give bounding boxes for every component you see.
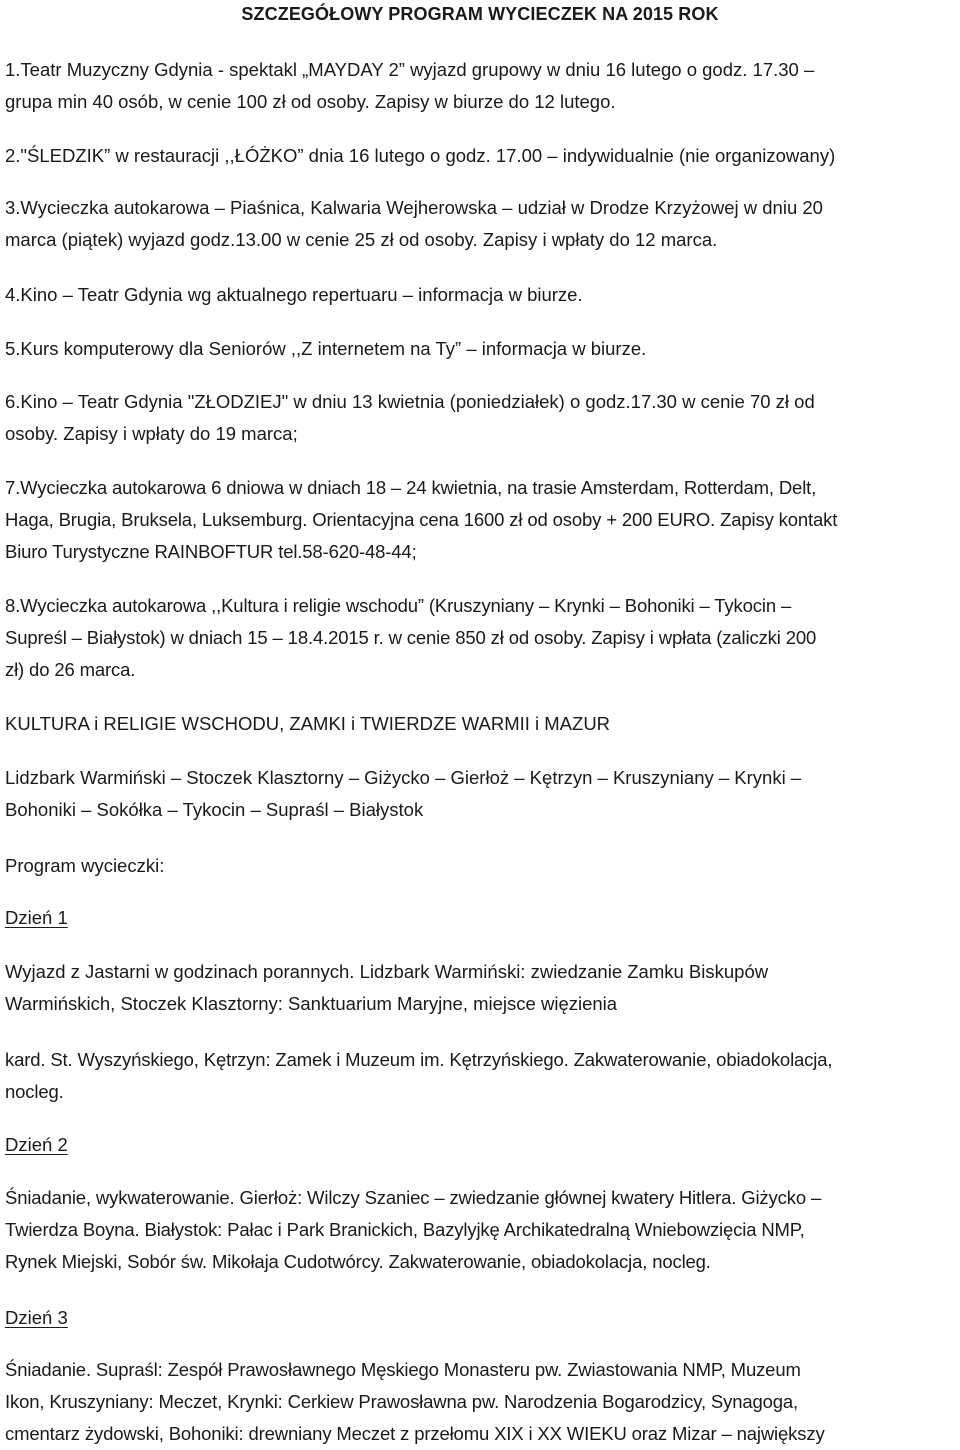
day-2-p1-line-1: Śniadanie, wykwaterowanie. Gierłoż: Wilczy Szaniec – zwiedzanie głównej kwatery Hitlera. Giżycko – bbox=[5, 1187, 822, 1208]
day-2-paragraph-1 bbox=[5, 1182, 953, 1278]
item-4-line-1: 4.Kino – Teatr Gdynia wg aktualnego repertuaru – informacja w biurze. bbox=[5, 284, 583, 305]
list-item-2 bbox=[5, 140, 953, 172]
day-2-p1-line-3: Rynek Miejski, Sobór św. Mikołaja Cudotwórcy. Zakwaterowanie, obiadokolacja, nocleg. bbox=[5, 1251, 711, 1272]
route-line-2: Bohoniki – Sokółka – Tykocin – Supraśl – Białystok bbox=[5, 799, 424, 820]
list-item-5 bbox=[5, 333, 953, 365]
list-item-4 bbox=[5, 279, 953, 311]
route-line-1: Lidzbark Warmiński – Stoczek Klasztorny – Giżycko – Gierłoż – Kętrzyn – Kruszyniany – Krynki – bbox=[5, 767, 802, 788]
item-6-line-1: 6.Kino – Teatr Gdynia "ZŁODZIEJ" w dniu 13 kwietnia (poniedziałek) o godz.17.30 w cenie 70 zł od bbox=[5, 391, 815, 412]
day-3-paragraph-1 bbox=[5, 1354, 953, 1450]
program-label-text: Program wycieczki: bbox=[5, 855, 165, 876]
list-item-1 bbox=[5, 54, 953, 118]
list-item-6 bbox=[5, 386, 953, 450]
trip-heading-text: KULTURA i RELIGIE WSCHODU, ZAMKI i TWIERDZE WARMII i MAZUR bbox=[5, 713, 611, 734]
day-2-heading bbox=[5, 1129, 953, 1161]
item-3-line-2: marca (piątek) wyjazd godz.13.00 w cenie 25 zł od osoby. Zapisy i wpłaty do 12 marca. bbox=[5, 229, 718, 250]
item-1-line-2: grupa min 40 osób, w cenie 100 zł od osoby. Zapisy w biurze do 12 lutego. bbox=[5, 91, 616, 112]
day-1-p1-line-2: Warmińskich, Stoczek Klasztorny: Sanktuarium Maryjne, miejsce więzienia bbox=[5, 993, 618, 1014]
item-8-line-1: 8.Wycieczka autokarowa ,,Kultura i religie wschodu” (Kruszyniany – Krynki – Bohoniki – Tykocin – bbox=[5, 595, 792, 616]
item-6-line-2: osoby. Zapisy i wpłaty do 19 marca; bbox=[5, 423, 298, 444]
day-1-paragraph-1 bbox=[5, 956, 953, 1020]
trip-route bbox=[5, 762, 953, 826]
day-3-heading bbox=[5, 1302, 953, 1334]
list-item-3 bbox=[5, 192, 953, 256]
item-8-line-2: Supreśl – Białystok) w dniach 15 – 18.4.2015 r. w cenie 850 zł od osoby. Zapisy i wpłata (zaliczki 200 bbox=[5, 627, 817, 648]
day-1-heading bbox=[5, 902, 953, 934]
item-7-line-1: 7.Wycieczka autokarowa 6 dniowa w dniach 18 – 24 kwietnia, na trasie Amsterdam, Rotterdam, Delt, bbox=[5, 477, 817, 498]
document-title: SZCZEGÓŁOWY PROGRAM WYCIECZEK NA 2015 ROK bbox=[241, 4, 719, 24]
item-1-line-1: 1.Teatr Muzyczny Gdynia - spektakl „MAYDAY 2” wyjazd grupowy w dniu 16 lutego o godz. 17.30 – bbox=[5, 59, 815, 80]
item-2-line-1: 2."ŚLEDZIK” w restauracji ,,ŁÓŻKO” dnia 16 lutego o godz. 17.00 – indywidualnie (nie organizowany) bbox=[5, 145, 836, 166]
item-8-line-3: zł) do 26 marca. bbox=[5, 659, 136, 680]
program-label bbox=[5, 850, 953, 882]
day-1-p2-line-2: nocleg. bbox=[5, 1081, 64, 1102]
day-3-label: Dzień 3 bbox=[5, 1307, 68, 1328]
item-3-line-1: 3.Wycieczka autokarowa – Piaśnica, Kalwaria Wejherowska – udział w Drodze Krzyżowej w dniu 20 bbox=[5, 197, 823, 218]
day-1-label: Dzień 1 bbox=[5, 907, 68, 928]
list-item-8 bbox=[5, 590, 953, 686]
item-7-line-2: Haga, Brugia, Bruksela, Luksemburg. Orientacyjna cena 1600 zł od osoby + 200 EURO. Zapisy kontakt bbox=[5, 509, 838, 530]
day-1-p1-line-1: Wyjazd z Jastarni w godzinach porannych. Lidzbark Warmiński: zwiedzanie Zamku Biskupów bbox=[5, 961, 769, 982]
day-2-p1-line-2: Twierdza Boyna. Białystok: Pałac i Park Branickich, Bazylyjkę Archikatedralną Wniebowzięcia NMP, bbox=[5, 1219, 805, 1240]
day-1-p2-line-1: kard. St. Wyszyńskiego, Kętrzyn: Zamek i Muzeum im. Kętrzyńskiego. Zakwaterowanie, obiadokolacja, bbox=[5, 1049, 833, 1070]
day-1-paragraph-2 bbox=[5, 1044, 953, 1108]
list-item-7 bbox=[5, 472, 953, 568]
day-3-p1-line-2: Ikon, Kruszyniany: Meczet, Krynki: Cerkiew Prawosławna pw. Narodzenia Bogarodzicy, Synagoga, bbox=[5, 1391, 799, 1412]
item-5-line-1: 5.Kurs komputerowy dla Seniorów ,,Z internetem na Ty” – informacja w biurze. bbox=[5, 338, 647, 359]
trip-heading bbox=[5, 708, 953, 740]
day-2-label: Dzień 2 bbox=[5, 1134, 68, 1155]
day-3-p1-line-3: cmentarz żydowski, Bohoniki: drewniany Meczet z przełomu XIX i XX WIEKU oraz Mizar – największy bbox=[5, 1423, 825, 1444]
item-7-line-3: Biuro Turystyczne RAINBOFTUR tel.58-620-48-44; bbox=[5, 541, 417, 562]
day-3-p1-line-1: Śniadanie. Supraśl: Zespół Prawosławnego Męskiego Monasteru pw. Zwiastowania NMP, Muzeum bbox=[5, 1359, 801, 1380]
